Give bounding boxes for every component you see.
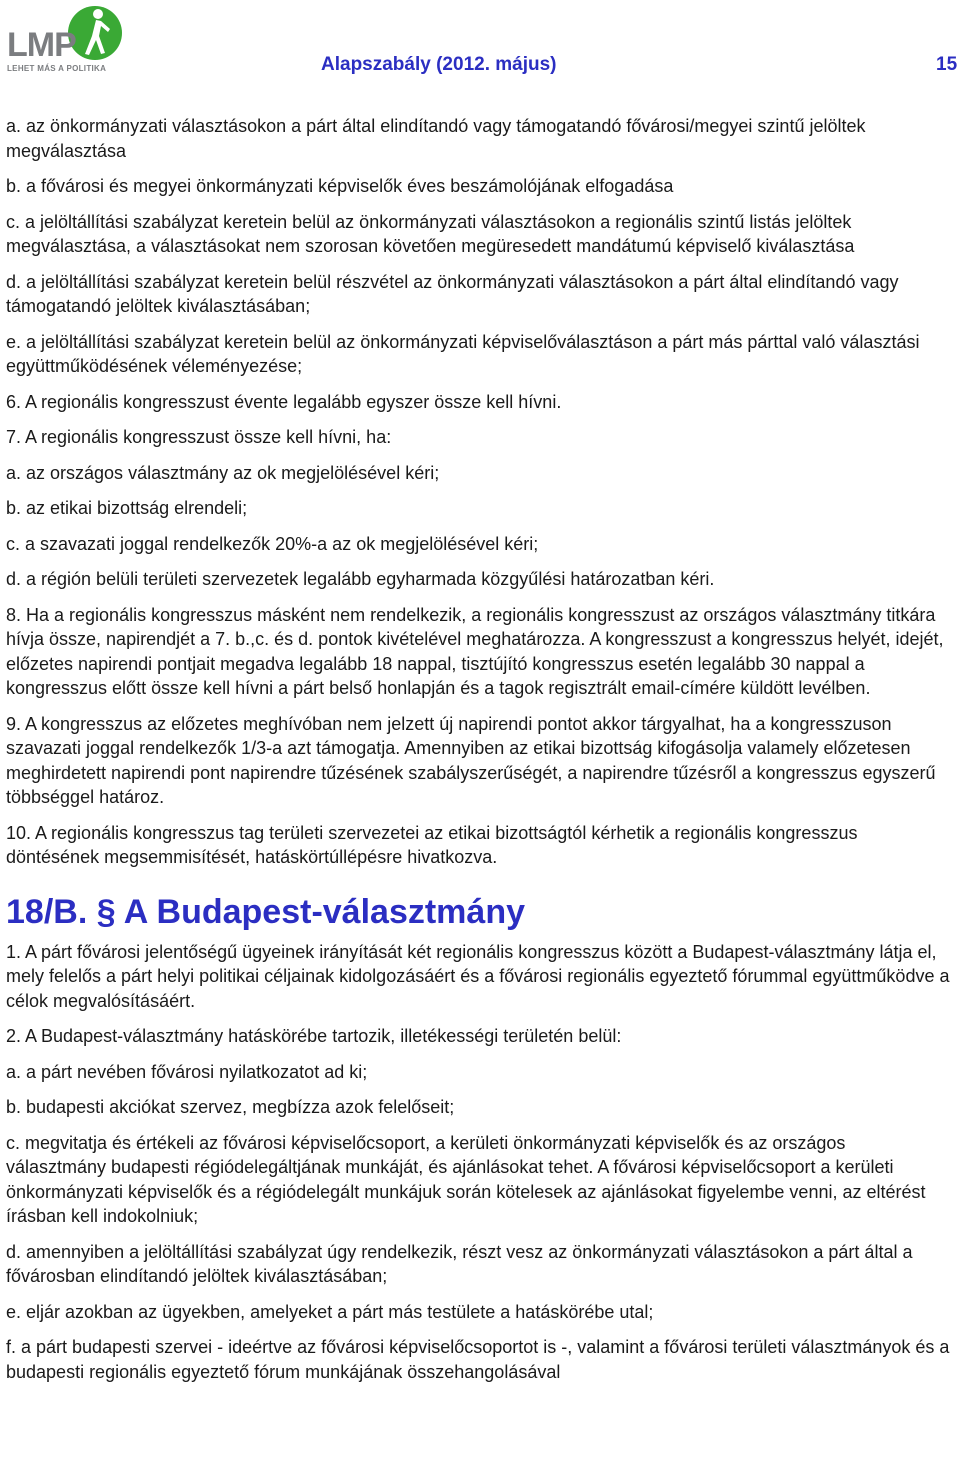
- logo-tagline: LEHET MÁS A POLITIKA: [7, 64, 107, 73]
- paragraph: 7. A regionális kongresszust össze kell hívni, ha:: [6, 427, 392, 447]
- logo-text: LMP: [7, 26, 76, 64]
- paragraph: e. a jelöltállítási szabályzat keretein belül az önkormányzati képviselőválasztáson a párt más párttal való választási együttműködésének véleményezése;: [6, 331, 920, 376]
- paragraph: a. a párt nevében fővárosi nyilatkozatot ad ki;: [6, 1061, 368, 1082]
- document-body: [6, 114, 950, 1395]
- paragraph: c. megvitatja és értékeli az fővárosi képviselőcsoport, a kerületi önkormányzati képviselők és az országos választmány budapesti régiódelegáltjának munkáját, és ajánlásokat tehet. A fővárosi képviselőcsoport a kerületi önkormányzati képviselők és a régiódelegált munkájuk során kötelesek az ajánlásokat figyelembe venni, az eltérést írásban kell indokolniuk;: [6, 1132, 926, 1226]
- paragraph: b. az etikai bizottság elrendeli;: [6, 498, 248, 518]
- document-title: Alapszabály (2012. május): [321, 54, 557, 75]
- paragraph: d. a jelöltállítási szabályzat keretein belül részvétel az önkormányzati választásokon a párt által elindítandó vagy támogatandó jelöltek kiválasztásában;: [6, 271, 899, 316]
- paragraph: b. a fővárosi és megyei önkormányzati képviselők éves beszámolójának elfogadása: [6, 176, 674, 196]
- paragraph: c. a szavazati joggal rendelkezők 20%-a az ok megjelölésével kéri;: [6, 533, 539, 554]
- paragraph: 1. A párt fővárosi jelentőségű ügyeinek irányítását két regionális kongresszus között a Budapest-választmány látja el, mely felelős a párt helyi politikai céljainak kidolgozásáért és a fővárosi regionális egyeztető fórummal együttműködve a célok megvalósításáért.: [6, 941, 950, 1011]
- paragraph: 2. A Budapest-választmány hatáskörébe tartozik, illetékességi területén belül:: [6, 1026, 622, 1046]
- page-number: 15: [936, 54, 958, 75]
- walking-figure-icon: [68, 2, 122, 64]
- paragraph: 9. A kongresszus az előzetes meghívóban nem jelzett új napirendi pontot akkor tárgyalhat, ha a kongresszuson szavazati joggal rendelkezők 1/3-a azt támogatja. Amennyiben az etikai bizottság kifogásolja valamely előzetesen meghirdetett napirendi pont napirendre tűzésének szabályszerűségét, a napirendre tűzésről a kongresszus egyszerű többséggel határoz.: [6, 713, 936, 807]
- paragraph: 10. A regionális kongresszus tag területi szervezetei az etikai bizottságtól kérhetik a regionális kongresszus döntésének megsemmisítését, hatáskörtúllépésre hivatkozva.: [6, 822, 858, 867]
- paragraph: c. a jelöltállítási szabályzat keretein belül az önkormányzati választásokon a regionális szintű listás jelöltek megválasztása, a választásokat nem szorosan követően megüresedett mandátumú képviselő kiválasztása: [6, 211, 855, 256]
- page-header: [0, 0, 960, 100]
- paragraph: f. a párt budapesti szervei - ideértve az fővárosi képviselőcsoportot is -, valamint a fővárosi területi választmányok és a budapesti regionális egyeztető fórum munkájának összehangolásával: [6, 1337, 950, 1382]
- paragraph: a. az önkormányzati választásokon a párt által elindítandó vagy támogatandó fővárosi/megyei szintű jelöltek megválasztása: [6, 116, 866, 161]
- paragraph: e. eljár azokban az ügyekben, amelyeket a párt más testülete a hatáskörébe utal;: [6, 1301, 654, 1322]
- paragraph: 8. Ha a regionális kongresszus másként nem rendelkezik, a regionális kongresszust az országos választmány titkára hívja össze, napirendjét a 7. b.,c. és d. pontok kivételével meghatározza. A kongresszust a kongresszus helyét, idejét, előzetes napirendi pontjait megadva legalább 18 nappal, tisztújító kongresszus esetén legalább 30 nappal a kongresszus előtt össze kell hívni a párt belső honlapján és a tagok regisztrált email-címére küldött levélben.: [6, 604, 944, 698]
- section-heading: 18/B. § A Budapest-választmány: [6, 892, 525, 931]
- paragraph: b. budapesti akciókat szervez, megbízza azok felelőseit;: [6, 1097, 455, 1117]
- paragraph: a. az országos választmány az ok megjelölésével kéri;: [6, 462, 440, 483]
- paragraph: d. a régión belüli területi szervezetek legalább egyharmada közgyűlési határozatban kéri.: [6, 569, 715, 589]
- paragraph: 6. A regionális kongresszust évente legalább egyszer össze kell hívni.: [6, 391, 562, 412]
- lmp-logo: [4, 2, 122, 76]
- paragraph: d. amennyiben a jelöltállítási szabályzat úgy rendelkezik, részt vesz az önkormányzati választásokon a párt által a fővárosban elindítandó jelöltek kiválasztásában;: [6, 1241, 913, 1286]
